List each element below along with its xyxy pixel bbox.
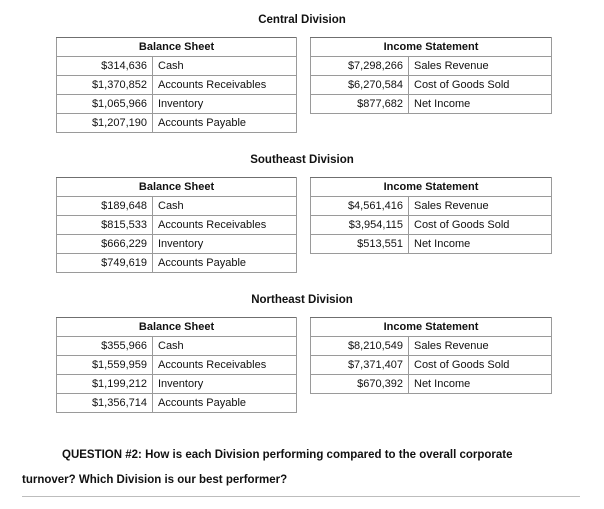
inventory-label: Inventory (153, 235, 297, 254)
question-text (22, 443, 582, 493)
accounts-receivables-amount: $815,533 (57, 216, 153, 235)
sales-revenue-amount: $4,561,416 (311, 197, 409, 216)
sales-revenue-amount: $8,210,549 (311, 337, 409, 356)
question-line-1: QUESTION #2: How is each Division performing compared to the overall corporate (62, 449, 513, 461)
southeast-balance-sheet (56, 177, 297, 273)
table-row (57, 337, 297, 356)
division-title-central: Central Division (258, 14, 346, 26)
table-row (311, 76, 552, 95)
table-row (311, 375, 552, 394)
net-income-label: Net Income (409, 235, 552, 254)
table-row (57, 216, 297, 235)
sales-revenue-amount: $7,298,266 (311, 57, 409, 76)
divider (22, 496, 580, 497)
inventory-label: Inventory (153, 95, 297, 114)
table-row (311, 216, 552, 235)
income-statement-title: Income Statement (311, 38, 552, 57)
question-line-2: turnover? Which Division is our best performer? (22, 474, 288, 486)
accounts-payable-amount: $1,207,190 (57, 114, 153, 133)
division-title-southeast: Southeast Division (250, 154, 354, 166)
central-income-statement (310, 37, 552, 114)
table-row (57, 375, 297, 394)
net-income-amount: $670,392 (311, 375, 409, 394)
table-row (57, 95, 297, 114)
table-row (57, 76, 297, 95)
net-income-amount: $877,682 (311, 95, 409, 114)
inventory-label: Inventory (153, 375, 297, 394)
net-income-label: Net Income (409, 95, 552, 114)
balance-sheet-title: Balance Sheet (57, 318, 297, 337)
cogs-amount: $3,954,115 (311, 216, 409, 235)
cash-label: Cash (153, 197, 297, 216)
inventory-amount: $1,065,966 (57, 95, 153, 114)
division-title-northeast: Northeast Division (251, 294, 353, 306)
table-row (311, 337, 552, 356)
cash-amount: $355,966 (57, 337, 153, 356)
balance-sheet-title: Balance Sheet (57, 178, 297, 197)
cash-amount: $189,648 (57, 197, 153, 216)
central-balance-sheet (56, 37, 297, 133)
net-income-amount: $513,551 (311, 235, 409, 254)
cogs-amount: $7,371,407 (311, 356, 409, 375)
cash-label: Cash (153, 57, 297, 76)
net-income-label: Net Income (409, 375, 552, 394)
table-row (311, 235, 552, 254)
northeast-income-statement (310, 317, 552, 394)
sales-revenue-label: Sales Revenue (409, 197, 552, 216)
cogs-label: Cost of Goods Sold (409, 356, 552, 375)
accounts-payable-label: Accounts Payable (153, 114, 297, 133)
accounts-payable-amount: $1,356,714 (57, 394, 153, 413)
accounts-receivables-amount: $1,370,852 (57, 76, 153, 95)
sales-revenue-label: Sales Revenue (409, 337, 552, 356)
cogs-label: Cost of Goods Sold (409, 76, 552, 95)
accounts-receivables-amount: $1,559,959 (57, 356, 153, 375)
table-row (57, 394, 297, 413)
income-statement-title: Income Statement (311, 318, 552, 337)
table-row (57, 254, 297, 273)
table-row (57, 57, 297, 76)
inventory-amount: $1,199,212 (57, 375, 153, 394)
accounts-receivables-label: Accounts Receivables (153, 76, 297, 95)
income-statement-title: Income Statement (311, 178, 552, 197)
sales-revenue-label: Sales Revenue (409, 57, 552, 76)
northeast-balance-sheet (56, 317, 297, 413)
accounts-receivables-label: Accounts Receivables (153, 356, 297, 375)
southeast-income-statement (310, 177, 552, 254)
cash-amount: $314,636 (57, 57, 153, 76)
inventory-amount: $666,229 (57, 235, 153, 254)
accounts-payable-label: Accounts Payable (153, 394, 297, 413)
cogs-amount: $6,270,584 (311, 76, 409, 95)
table-row (57, 114, 297, 133)
table-row (311, 356, 552, 375)
cogs-label: Cost of Goods Sold (409, 216, 552, 235)
accounts-payable-amount: $749,619 (57, 254, 153, 273)
table-row (57, 356, 297, 375)
table-row (57, 235, 297, 254)
accounts-receivables-label: Accounts Receivables (153, 216, 297, 235)
table-row (311, 95, 552, 114)
balance-sheet-title: Balance Sheet (57, 38, 297, 57)
table-row (57, 197, 297, 216)
table-row (311, 57, 552, 76)
cash-label: Cash (153, 337, 297, 356)
accounts-payable-label: Accounts Payable (153, 254, 297, 273)
table-row (311, 197, 552, 216)
